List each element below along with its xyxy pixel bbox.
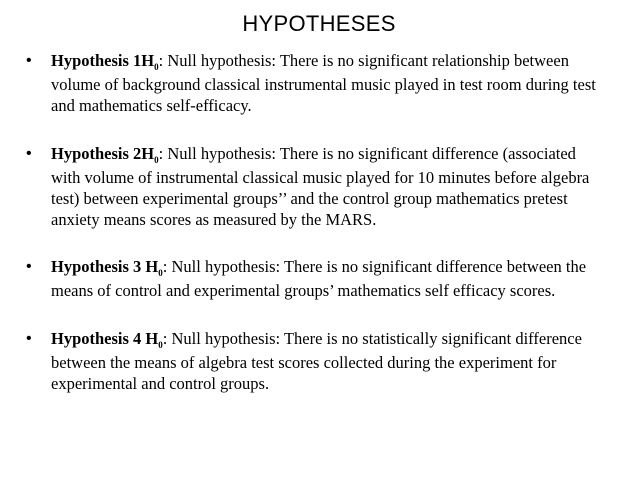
hypothesis-label: Hypothesis 2H [51, 144, 155, 163]
list-item [26, 256, 606, 301]
hypothesis-subscript: 0 [154, 155, 159, 165]
list-item [26, 328, 606, 394]
hypothesis-text: : Null hypothesis: There is no significant relationship between volume of background classical instrumental music played in test room during test and mathematics self-efficacy. [51, 51, 596, 115]
bullet-icon: • [26, 52, 32, 69]
hypothesis-subscript: 0 [154, 62, 159, 72]
hypothesis-label: Hypothesis 4 H [51, 329, 159, 348]
hypothesis-text: : Null hypothesis: There is no significant difference between the means of control and experimental groups’ mathematics self efficacy scores. [51, 257, 587, 300]
hypothesis-text: : Null hypothesis: There is no statistically significant difference between the means of algebra test scores collected during the experiment for experimental and control groups. [51, 329, 582, 393]
hypothesis-label: Hypothesis 3 H [51, 257, 159, 276]
hypothesis-text: : Null hypothesis: There is no significant difference (associated with volume of instrumental classical music played for 10 minutes before algebra test) between experimental groups’’ and the control group mathematics pretest anxiety means scores as measured by the MARS. [51, 144, 590, 229]
page-title: HYPOTHESES [242, 11, 396, 36]
bullet-icon: • [26, 330, 32, 347]
list-item [26, 50, 606, 116]
hypothesis-subscript: 0 [158, 340, 163, 350]
bullet-icon: • [26, 258, 32, 275]
hypotheses-list [26, 50, 606, 421]
list-item [26, 143, 606, 230]
bullet-icon: • [26, 145, 32, 162]
hypothesis-label: Hypothesis 1H [51, 51, 155, 70]
hypothesis-subscript: 0 [158, 268, 163, 278]
